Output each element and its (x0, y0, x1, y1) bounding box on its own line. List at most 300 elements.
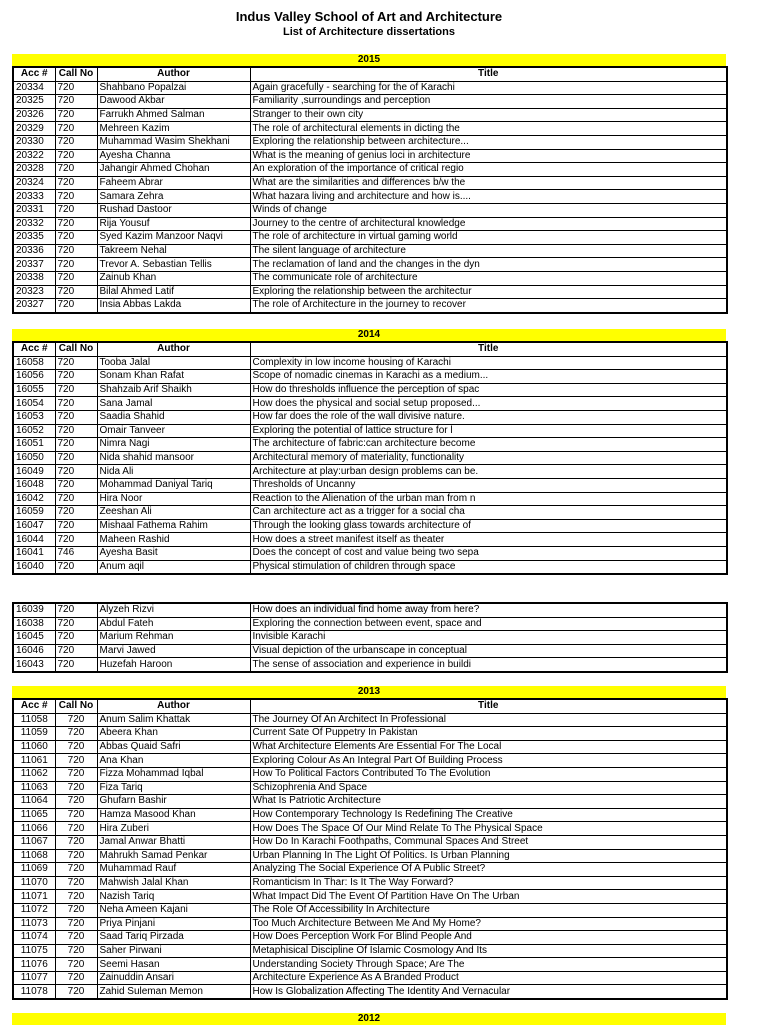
table-row (13, 985, 727, 999)
dissertation-title: How Does The Space Of Our Mind Relate To The Physical Space (250, 822, 727, 836)
table-row (13, 944, 727, 958)
call-number: 720 (55, 781, 97, 795)
acc-number: 16043 (13, 658, 55, 672)
acc-number: 20328 (13, 163, 55, 177)
acc-number: 11068 (13, 849, 55, 863)
author-name: Marvi Jawed (97, 644, 250, 658)
acc-number: 11076 (13, 958, 55, 972)
author-name: Fizza Mohammad Iqbal (97, 767, 250, 781)
table-row (13, 410, 727, 424)
call-number: 720 (55, 397, 97, 411)
author-name: Muhammad Rauf (97, 863, 250, 877)
dissertation-title: The reclamation of land and the changes in the dyn (250, 258, 727, 272)
dissertation-title: Architecture at play:urban design problems can be. (250, 465, 727, 479)
dissertation-title: How Do In Karachi Foothpaths, Communal Spaces And Street (250, 835, 727, 849)
table-row (13, 465, 727, 479)
dissertation-title: Through the looking glass towards architecture of (250, 519, 727, 533)
author-name: Alyzeh Rizvi (97, 603, 250, 617)
col-author: Author (97, 699, 250, 713)
table-row (13, 808, 727, 822)
call-number: 720 (55, 271, 97, 285)
table-row (13, 781, 727, 795)
acc-number: 20332 (13, 217, 55, 231)
table-row (13, 299, 727, 313)
call-number: 720 (55, 95, 97, 109)
call-number: 720 (55, 958, 97, 972)
table-row (13, 767, 727, 781)
table-row (13, 397, 727, 411)
call-number: 720 (55, 835, 97, 849)
table-row (13, 203, 727, 217)
author-name: Mehreen Kazim (97, 122, 250, 136)
author-name: Zahid Suleman Memon (97, 985, 250, 999)
author-name: Faheem Abrar (97, 176, 250, 190)
dissertation-title: Exploring the potential of lattice structure for l (250, 424, 727, 438)
acc-number: 20334 (13, 81, 55, 95)
call-number: 720 (55, 258, 97, 272)
acc-number: 11061 (13, 754, 55, 768)
acc-number: 16040 (13, 560, 55, 574)
acc-number: 16041 (13, 546, 55, 560)
dissertations-table (12, 66, 728, 314)
call-number: 720 (55, 356, 97, 370)
acc-number: 16044 (13, 533, 55, 547)
year-heading: 2013 (12, 686, 726, 698)
acc-number: 11065 (13, 808, 55, 822)
dissertation-title: Journey to the centre of architectural knowledge (250, 217, 727, 231)
call-number: 720 (55, 451, 97, 465)
call-number: 720 (55, 122, 97, 136)
acc-number: 11069 (13, 863, 55, 877)
author-name: Hira Zuberi (97, 822, 250, 836)
acc-number: 16039 (13, 603, 55, 617)
author-name: Samara Zehra (97, 190, 250, 204)
call-number: 720 (55, 203, 97, 217)
acc-number: 20323 (13, 285, 55, 299)
dissertation-title: Schizophrenia And Space (250, 781, 727, 795)
acc-number: 16054 (13, 397, 55, 411)
acc-number: 20324 (13, 176, 55, 190)
table-row (13, 890, 727, 904)
author-name: Dawood Akbar (97, 95, 250, 109)
dissertation-title: Too Much Architecture Between Me And My Home? (250, 917, 727, 931)
author-name: Abbas Quaid Safri (97, 740, 250, 754)
table-row (13, 931, 727, 945)
dissertation-title: Can architecture act as a trigger for a social cha (250, 506, 727, 520)
call-number: 720 (55, 533, 97, 547)
dissertation-title: The silent language of architecture (250, 244, 727, 258)
acc-number: 16049 (13, 465, 55, 479)
dissertation-title: Architectural memory of materiality, functionality (250, 451, 727, 465)
call-number: 720 (55, 603, 97, 617)
dissertation-title: What are the similarities and differences b/w the (250, 176, 727, 190)
author-name: Abdul Fateh (97, 617, 250, 631)
author-name: Jahangir Ahmed Chohan (97, 163, 250, 177)
call-number: 720 (55, 931, 97, 945)
acc-number: 20338 (13, 271, 55, 285)
dissertation-title: The communicate role of architecture (250, 271, 727, 285)
call-number: 720 (55, 754, 97, 768)
call-number: 720 (55, 767, 97, 781)
table-row (13, 631, 727, 645)
author-name: Neha Ameen Kajani (97, 903, 250, 917)
dissertation-title: How does the physical and social setup proposed... (250, 397, 727, 411)
dissertation-title: The role of architectural elements in dicting the (250, 122, 727, 136)
dissertation-title: What Impact Did The Event Of Partition Have On The Urban (250, 890, 727, 904)
author-name: Ayesha Channa (97, 149, 250, 163)
acc-number: 11078 (13, 985, 55, 999)
dissertation-title: Exploring the connection between event, space and (250, 617, 727, 631)
author-name: Zeeshan Ali (97, 506, 250, 520)
acc-number: 20329 (13, 122, 55, 136)
section-2014 (12, 329, 726, 575)
author-name: Hamza Masood Khan (97, 808, 250, 822)
acc-number: 20331 (13, 203, 55, 217)
author-name: Mahrukh Samad Penkar (97, 849, 250, 863)
author-name: Hira Noor (97, 492, 250, 506)
acc-number: 20333 (13, 190, 55, 204)
dissertation-title: Current Sate Of Puppetry In Pakistan (250, 727, 727, 741)
acc-number: 16056 (13, 370, 55, 384)
col-call-no: Call No (55, 342, 97, 356)
call-number: 720 (55, 492, 97, 506)
section-2015 (12, 54, 726, 314)
table-row (13, 370, 727, 384)
dissertation-title: How To Political Factors Contributed To The Evolution (250, 767, 727, 781)
table-row (13, 617, 727, 631)
call-number: 720 (55, 370, 97, 384)
acc-number: 11060 (13, 740, 55, 754)
dissertation-title: Understanding Society Through Space; Are The (250, 958, 727, 972)
acc-number: 16051 (13, 438, 55, 452)
author-name: Maheen Rashid (97, 533, 250, 547)
table-row (13, 506, 727, 520)
dissertation-title: How far does the role of the wall divisive nature. (250, 410, 727, 424)
call-number: 720 (55, 438, 97, 452)
call-number: 720 (55, 644, 97, 658)
acc-number: 16042 (13, 492, 55, 506)
call-number: 720 (55, 631, 97, 645)
table-row (13, 95, 727, 109)
author-name: Mishaal Fathema Rahim (97, 519, 250, 533)
call-number: 720 (55, 917, 97, 931)
author-name: Mohammad Daniyal Tariq (97, 478, 250, 492)
table-row (13, 231, 727, 245)
dissertations-table (12, 698, 728, 1000)
acc-number: 11073 (13, 917, 55, 931)
call-number: 720 (55, 231, 97, 245)
dissertation-title: What is the meaning of genius loci in architecture (250, 149, 727, 163)
call-number: 720 (55, 478, 97, 492)
call-number: 720 (55, 410, 97, 424)
acc-number: 16045 (13, 631, 55, 645)
dissertation-title: Analyzing The Social Experience Of A Public Street? (250, 863, 727, 877)
call-number: 720 (55, 795, 97, 809)
table-row (13, 478, 727, 492)
table-row (13, 356, 727, 370)
section-2012 (12, 1013, 726, 1025)
author-name: Syed Kazim Manzoor Naqvi (97, 231, 250, 245)
author-name: Takreem Nehal (97, 244, 250, 258)
table-row (13, 971, 727, 985)
author-name: Omair Tanveer (97, 424, 250, 438)
table-row (13, 903, 727, 917)
col-acc: Acc # (13, 699, 55, 713)
author-name: Ayesha Basit (97, 546, 250, 560)
author-name: Bilal Ahmed Latif (97, 285, 250, 299)
table-row (13, 795, 727, 809)
dissertation-title: The Journey Of An Architect In Professional (250, 713, 727, 727)
table-row (13, 271, 727, 285)
acc-number: 20335 (13, 231, 55, 245)
dissertation-title: The Role Of Accessibility In Architecture (250, 903, 727, 917)
call-number: 720 (55, 519, 97, 533)
year-heading: 2012 (12, 1013, 726, 1025)
dissertation-title: Stranger to their own city (250, 108, 727, 122)
author-name: Priya Pinjani (97, 917, 250, 931)
author-name: Seemi Hasan (97, 958, 250, 972)
call-number: 720 (55, 890, 97, 904)
author-name: Insia Abbas Lakda (97, 299, 250, 313)
table-row (13, 285, 727, 299)
call-number: 746 (55, 546, 97, 560)
year-heading: 2014 (12, 329, 726, 341)
dissertation-title: What Architecture Elements Are Essential For The Local (250, 740, 727, 754)
acc-number: 11066 (13, 822, 55, 836)
acc-number: 20327 (13, 299, 55, 313)
dissertation-title: Metaphisical Discipline Of Islamic Cosmology And Its (250, 944, 727, 958)
dissertation-title: Winds of change (250, 203, 727, 217)
table-row (13, 644, 727, 658)
dissertation-title: Again gracefully - searching for the of Karachi (250, 81, 727, 95)
school-title: Indus Valley School of Art and Architecture (235, 9, 503, 24)
author-name: Nida Ali (97, 465, 250, 479)
acc-number: 11077 (13, 971, 55, 985)
table-row (13, 122, 727, 136)
table-row (13, 917, 727, 931)
dissertation-title: How Is Globalization Affecting The Identity And Vernacular (250, 985, 727, 999)
author-name: Saad Tariq Pirzada (97, 931, 250, 945)
table-row (13, 135, 727, 149)
dissertation-title: Exploring the relationship between the architectur (250, 285, 727, 299)
call-number: 720 (55, 808, 97, 822)
acc-number: 16038 (13, 617, 55, 631)
acc-number: 11059 (13, 727, 55, 741)
call-number: 720 (55, 424, 97, 438)
author-name: Saher Pirwani (97, 944, 250, 958)
table-row (13, 849, 727, 863)
call-number: 720 (55, 876, 97, 890)
table-row (13, 835, 727, 849)
table-row (13, 754, 727, 768)
table-row (13, 492, 727, 506)
acc-number: 16047 (13, 519, 55, 533)
dissertation-title: Physical stimulation of children through space (250, 560, 727, 574)
dissertation-title: Invisible Karachi (250, 631, 727, 645)
dissertation-title: Familiarity ,surroundings and perception (250, 95, 727, 109)
table-row (13, 176, 727, 190)
dissertations-table (12, 341, 728, 575)
table-row (13, 822, 727, 836)
author-name: Nida shahid mansoor (97, 451, 250, 465)
dissertations-table (12, 602, 728, 673)
table-row (13, 876, 727, 890)
table-row (13, 713, 727, 727)
section-2014-continued (12, 602, 726, 673)
author-name: Abeera Khan (97, 727, 250, 741)
dissertation-title: How does an individual find home away from here? (250, 603, 727, 617)
col-author: Author (97, 67, 250, 81)
dissertation-title: The role of Architecture in the journey to recover (250, 299, 727, 313)
table-row (13, 740, 727, 754)
table-row (13, 424, 727, 438)
author-name: Tooba Jalal (97, 356, 250, 370)
call-number: 720 (55, 944, 97, 958)
acc-number: 11072 (13, 903, 55, 917)
col-acc: Acc # (13, 67, 55, 81)
acc-number: 11070 (13, 876, 55, 890)
acc-number: 20325 (13, 95, 55, 109)
call-number: 720 (55, 81, 97, 95)
acc-number: 11071 (13, 890, 55, 904)
acc-number: 16052 (13, 424, 55, 438)
acc-number: 16059 (13, 506, 55, 520)
dissertation-title: Complexity in low income housing of Karachi (250, 356, 727, 370)
call-number: 720 (55, 244, 97, 258)
table-row (13, 190, 727, 204)
table-row (13, 244, 727, 258)
table-row (13, 958, 727, 972)
table-row (13, 519, 727, 533)
acc-number: 20336 (13, 244, 55, 258)
call-number: 720 (55, 383, 97, 397)
dissertation-title: Reaction to the Alienation of the urban man from n (250, 492, 727, 506)
table-row (13, 658, 727, 672)
col-title: Title (250, 67, 727, 81)
author-name: Nazish Tariq (97, 890, 250, 904)
table-row (13, 560, 727, 574)
acc-number: 11075 (13, 944, 55, 958)
author-name: Anum Salim Khattak (97, 713, 250, 727)
acc-number: 16055 (13, 383, 55, 397)
dissertation-title: Visual depiction of the urbanscape in conceptual (250, 644, 727, 658)
call-number: 720 (55, 849, 97, 863)
dissertation-title: What Is Patriotic Architecture (250, 795, 727, 809)
dissertation-title: Thresholds of Uncanny (250, 478, 727, 492)
acc-number: 16053 (13, 410, 55, 424)
author-name: Ghufarn Bashir (97, 795, 250, 809)
author-name: Mahwish Jalal Khan (97, 876, 250, 890)
dissertation-title: Exploring the relationship between architecture... (250, 135, 727, 149)
call-number: 720 (55, 727, 97, 741)
author-name: Saadia Shahid (97, 410, 250, 424)
call-number: 720 (55, 822, 97, 836)
author-name: Rushad Dastoor (97, 203, 250, 217)
call-number: 720 (55, 903, 97, 917)
call-number: 720 (55, 176, 97, 190)
acc-number: 20326 (13, 108, 55, 122)
table-row (13, 438, 727, 452)
table-row (13, 451, 727, 465)
table-row (13, 603, 727, 617)
col-author: Author (97, 342, 250, 356)
author-name: Marium Rehman (97, 631, 250, 645)
author-name: Jamal Anwar Bhatti (97, 835, 250, 849)
call-number: 720 (55, 190, 97, 204)
author-name: Muhammad Wasim Shekhani (97, 135, 250, 149)
author-name: Zainuddin Ansari (97, 971, 250, 985)
dissertation-title: Does the concept of cost and value being two sepa (250, 546, 727, 560)
dissertation-title: Urban Planning In The Light Of Politics. Is Urban Planning (250, 849, 727, 863)
call-number: 720 (55, 108, 97, 122)
table-row (13, 81, 727, 95)
author-name: Sana Jamal (97, 397, 250, 411)
call-number: 720 (55, 863, 97, 877)
col-title: Title (250, 342, 727, 356)
acc-number: 11067 (13, 835, 55, 849)
call-number: 720 (55, 713, 97, 727)
acc-number: 16058 (13, 356, 55, 370)
author-name: Trevor A. Sebastian Tellis (97, 258, 250, 272)
call-number: 720 (55, 971, 97, 985)
acc-number: 20337 (13, 258, 55, 272)
acc-number: 20330 (13, 135, 55, 149)
section-2013 (12, 686, 726, 1000)
dissertation-title: How Does Perception Work For Blind People And (250, 931, 727, 945)
document-subtitle: List of Architecture dissertations (283, 26, 455, 38)
col-call-no: Call No (55, 67, 97, 81)
table-row (13, 108, 727, 122)
dissertation-title: How do thresholds influence the perception of spac (250, 383, 727, 397)
acc-number: 16050 (13, 451, 55, 465)
call-number: 720 (55, 217, 97, 231)
table-row (13, 727, 727, 741)
table-row (13, 533, 727, 547)
table-row (13, 383, 727, 397)
dissertation-title: Romanticism In Thar: Is It The Way Forward? (250, 876, 727, 890)
author-name: Rija Yousuf (97, 217, 250, 231)
dissertation-title: What hazara living and architecture and how is.... (250, 190, 727, 204)
call-number: 720 (55, 985, 97, 999)
acc-number: 20322 (13, 149, 55, 163)
call-number: 720 (55, 506, 97, 520)
call-number: 720 (55, 149, 97, 163)
call-number: 720 (55, 740, 97, 754)
author-name: Anum aqil (97, 560, 250, 574)
call-number: 720 (55, 465, 97, 479)
call-number: 720 (55, 163, 97, 177)
acc-number: 11058 (13, 713, 55, 727)
acc-number: 16048 (13, 478, 55, 492)
table-row (13, 149, 727, 163)
dissertation-title: The role of architecture in virtual gaming world (250, 231, 727, 245)
call-number: 720 (55, 560, 97, 574)
table-row (13, 163, 727, 177)
call-number: 720 (55, 617, 97, 631)
year-heading: 2015 (12, 54, 726, 66)
col-call-no: Call No (55, 699, 97, 713)
author-name: Sonam Khan Rafat (97, 370, 250, 384)
author-name: Zainub Khan (97, 271, 250, 285)
acc-number: 11074 (13, 931, 55, 945)
col-acc: Acc # (13, 342, 55, 356)
acc-number: 16046 (13, 644, 55, 658)
dissertation-title: An exploration of the importance of critical regio (250, 163, 727, 177)
call-number: 720 (55, 299, 97, 313)
table-row (13, 217, 727, 231)
author-name: Fiza Tariq (97, 781, 250, 795)
call-number: 720 (55, 658, 97, 672)
